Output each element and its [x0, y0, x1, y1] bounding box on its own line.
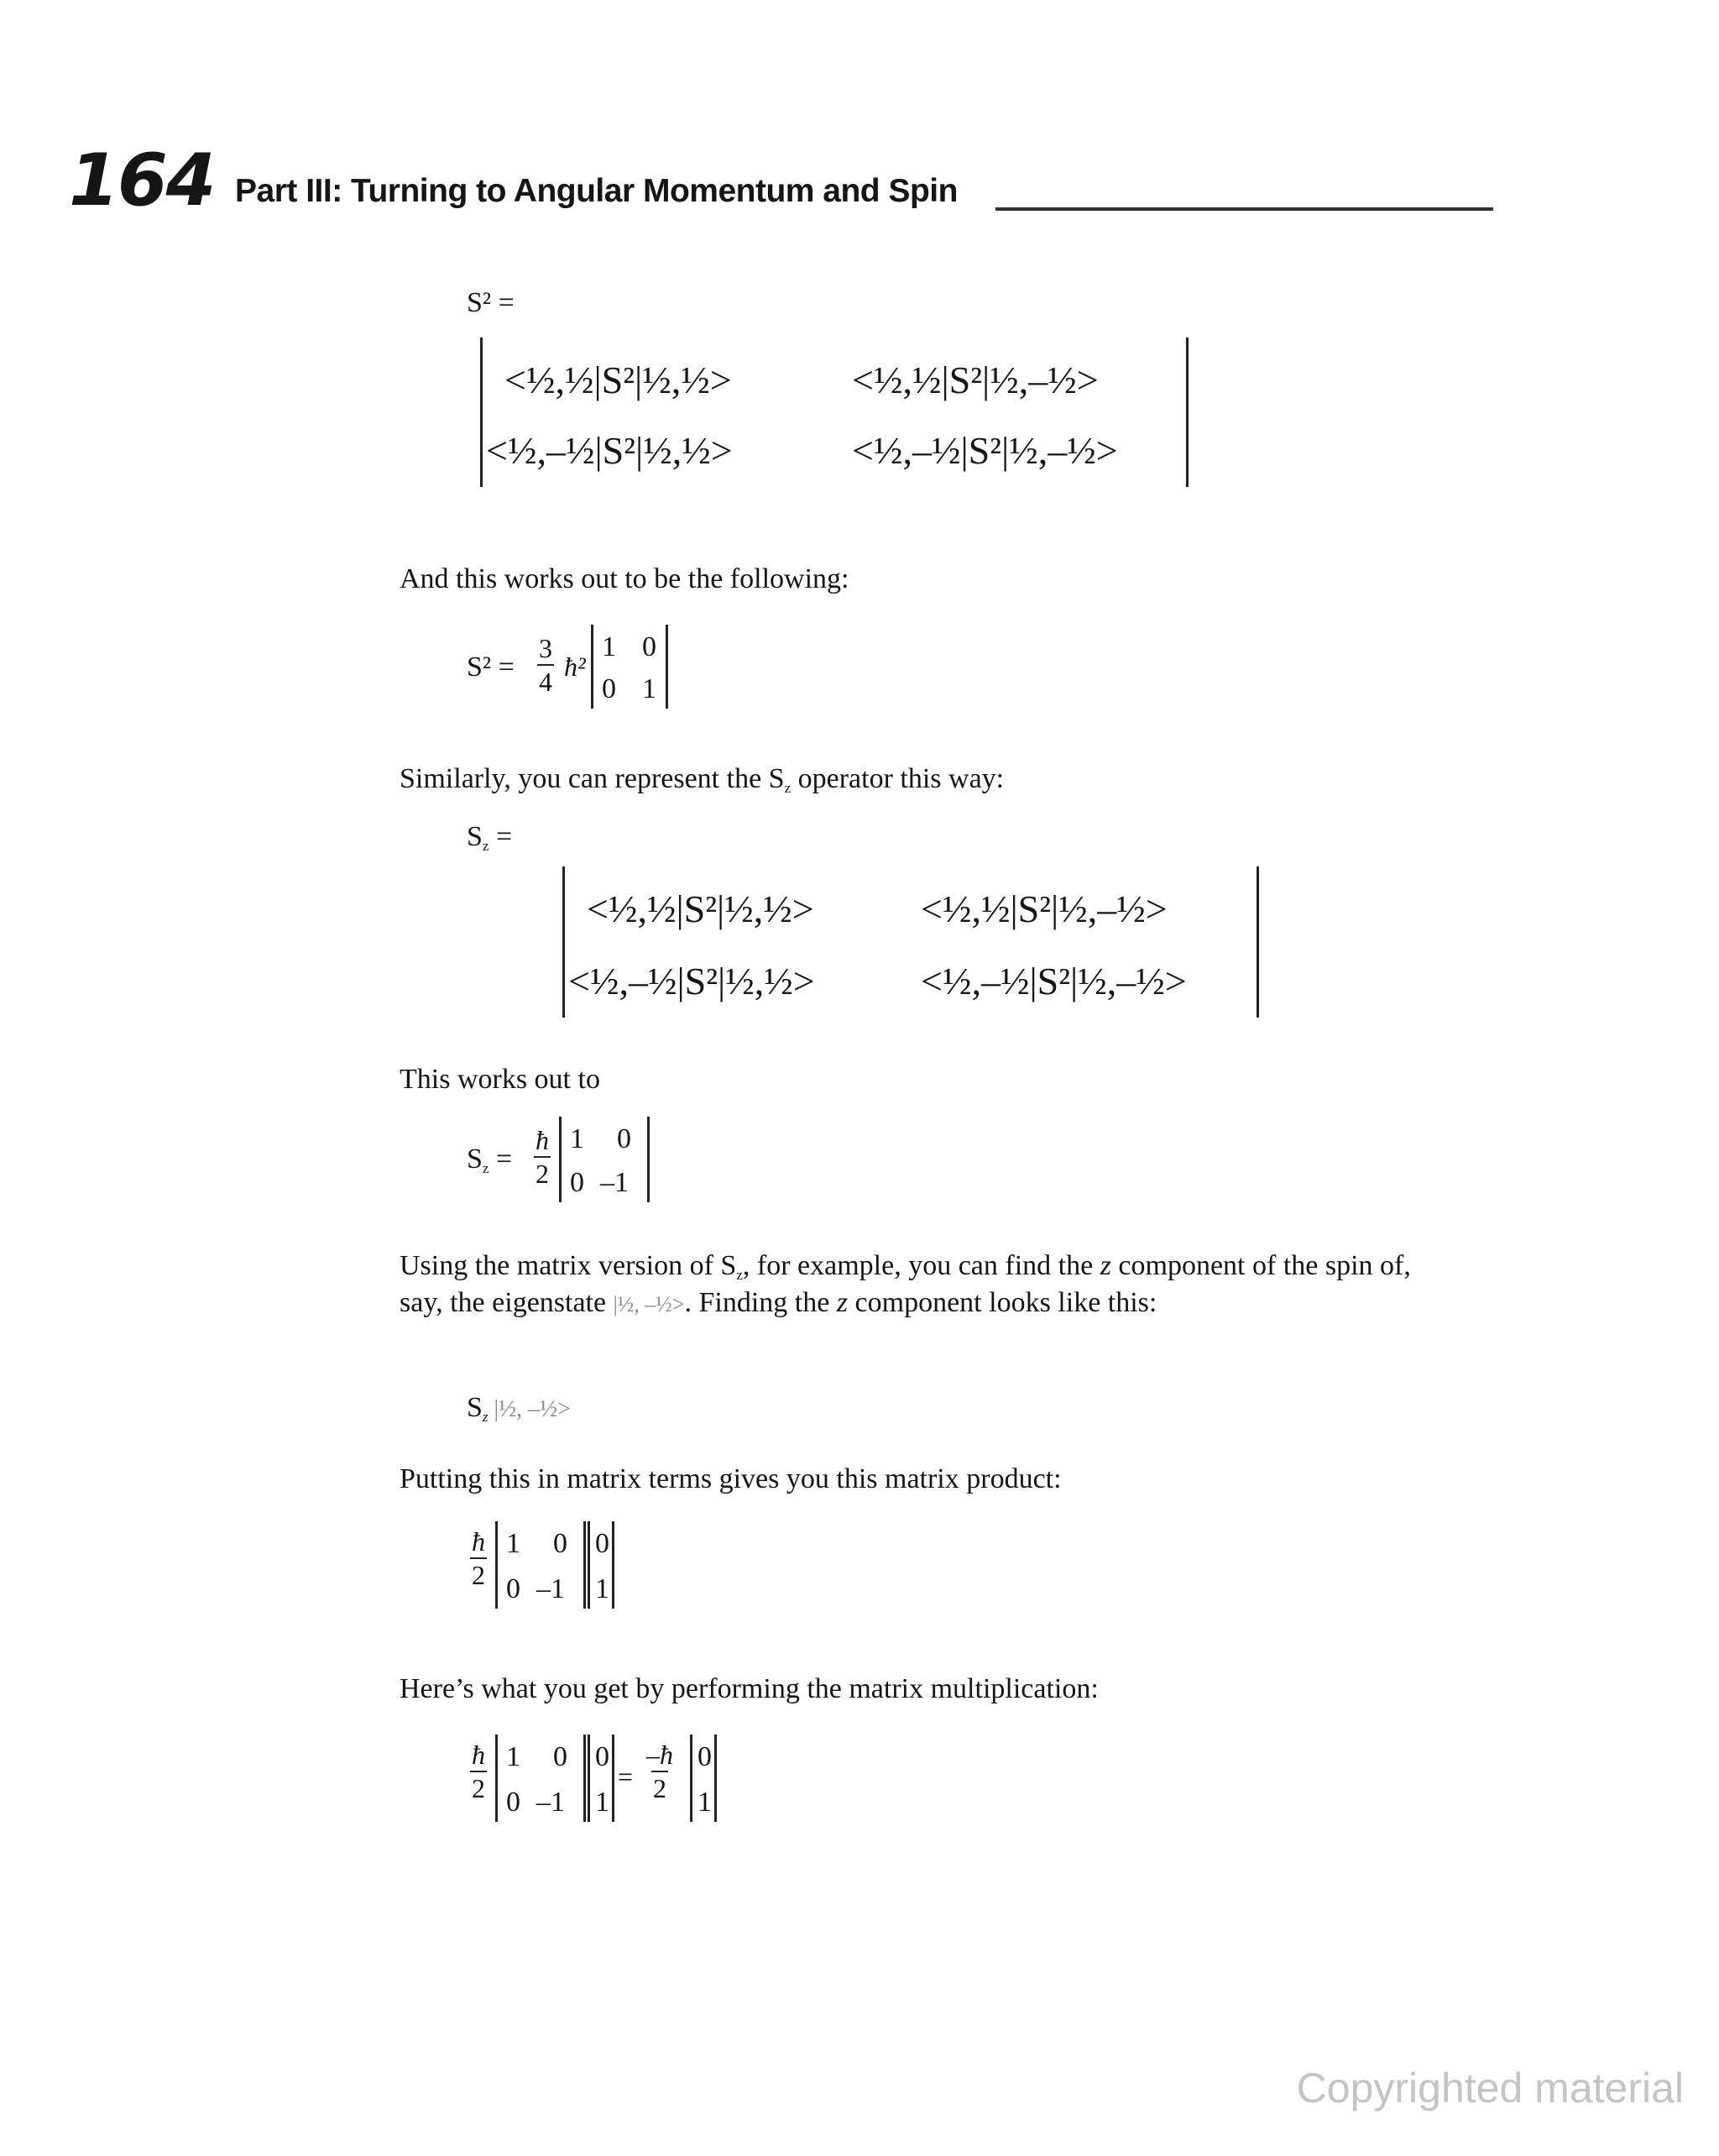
lhs-op: S [467, 1143, 483, 1175]
coef-numerator: ħ [472, 1740, 485, 1770]
eq-result-vector [588, 1735, 614, 1822]
m-12: 0 [642, 631, 656, 662]
coef-denominator: 2 [470, 1771, 487, 1802]
v-2: 1 [595, 1573, 609, 1604]
eq-result-equals: = [618, 1761, 634, 1792]
eq-sz-result-coef [530, 1127, 554, 1187]
eq-s2-def-cell-21: <½,–½|S²|½,½> [486, 429, 733, 472]
p4-z2: z [836, 1287, 849, 1318]
op-sub: z [482, 1408, 489, 1425]
eq-s2-result-coef [534, 635, 557, 695]
paragraph-2-after: operator this way: [791, 763, 1005, 794]
coef-denominator: 4 [537, 664, 554, 695]
m-11: 1 [506, 1741, 520, 1772]
coef-numerator: 3 [539, 633, 552, 663]
eq-sz-def-cell-12: <½,½|S²|½,–½> [921, 887, 1168, 930]
running-head: Part III: Turning to Angular Momentum and Spin [235, 173, 958, 209]
eq-result-coef [467, 1741, 490, 1802]
eq-sz-def-cell-11: <½,½|S²|½,½> [587, 887, 814, 930]
eq-sz-result-lhs [467, 1145, 512, 1174]
eq-sz-def-cell-22: <½,–½|S²|½,–½> [921, 960, 1187, 1002]
paragraph-1: And this works out to be the following: [400, 563, 849, 594]
eq-product-matrix [495, 1521, 586, 1609]
eq-s2-def-cell-12: <½,½|S²|½,–½> [852, 358, 1099, 401]
eq-sz-def-cell-21: <½,–½|S²|½,½> [568, 960, 815, 1002]
lhs-eq: = [489, 1143, 513, 1175]
paragraph-2 [400, 761, 1449, 798]
coef-denominator: 2 [534, 1156, 551, 1187]
m-12: 0 [617, 1123, 631, 1154]
v-2: 1 [595, 1787, 609, 1818]
m-22: –1 [536, 1787, 565, 1818]
eq-sz-def-matrix [562, 866, 1259, 1018]
lhs-sub: z [482, 837, 489, 854]
coef-numerator: ħ [472, 1526, 485, 1557]
paragraph-3: This works out to [400, 1064, 600, 1095]
m-21: 0 [506, 1787, 520, 1818]
paragraph-4 [400, 1248, 1449, 1323]
lhs-eq: = [489, 821, 513, 852]
p4-part3: component of the spin of, say, the eigenstate [400, 1250, 1411, 1318]
rv-2: 1 [698, 1787, 712, 1818]
eq-s2-def-cell-11: <½,½|S²|½,½> [504, 358, 732, 401]
rv-1: 0 [698, 1741, 712, 1772]
p4-sub: z [736, 1266, 743, 1283]
eq-sz-ket [467, 1392, 571, 1425]
rhs-denominator: 2 [651, 1771, 668, 1802]
eq-s2-result-matrix [591, 625, 668, 709]
p4-part4: . Finding the [684, 1287, 837, 1318]
v-1: 0 [595, 1528, 609, 1559]
m-11: 1 [506, 1528, 520, 1559]
eq-result-rhs-vector [690, 1735, 717, 1822]
p4-ket: |½, –½> [613, 1292, 685, 1316]
header-rule [995, 207, 1493, 211]
m-21: 0 [506, 1573, 520, 1604]
m-11: 1 [570, 1123, 584, 1154]
eq-product-vector [588, 1521, 614, 1609]
paragraph-5: Putting this in matrix terms gives you this matrix product: [400, 1463, 1062, 1494]
coef-denominator: 2 [470, 1557, 487, 1588]
eq-sz-def-lhs [467, 821, 513, 854]
eq-result-rhs-coef [641, 1741, 678, 1802]
p4-z1: z [1100, 1250, 1111, 1281]
m-22: 1 [642, 673, 656, 704]
coef-numerator: ħ [536, 1125, 549, 1155]
op: S [467, 1392, 483, 1423]
paragraph-6: Here’s what you get by performing the matrix multiplication: [400, 1673, 1099, 1704]
eq-product-coef [467, 1528, 490, 1588]
paragraph-2-sub: z [784, 779, 792, 796]
m-12: 0 [553, 1741, 567, 1772]
p4-part1: Using the matrix version of S [400, 1250, 737, 1281]
paragraph-2-before: Similarly, you can represent the S [400, 763, 785, 794]
eq-s2-def-matrix [480, 338, 1189, 487]
m-22: –1 [536, 1573, 565, 1604]
lhs-sub: z [482, 1159, 489, 1176]
eq-s2-def-lhs: S² = [467, 287, 515, 318]
m-11: 1 [602, 631, 616, 662]
m-21: 0 [602, 673, 616, 704]
page-number: 164 [69, 139, 215, 222]
m-22: –1 [600, 1167, 629, 1198]
ket: |½, –½> [488, 1396, 571, 1422]
eq-s2-result-hbar: ħ² [564, 652, 586, 682]
eq-s2-result-lhs: S² = [467, 652, 515, 683]
m-21: 0 [570, 1167, 584, 1198]
eq-sz-result-matrix [559, 1117, 650, 1202]
v-1: 0 [595, 1741, 609, 1772]
eq-s2-def-cell-22: <½,–½|S²|½,–½> [852, 429, 1118, 472]
p4-part2: , for example, you can find the [742, 1250, 1100, 1281]
p4-part5: component looks like this: [848, 1287, 1157, 1318]
watermark: Copyrighted material [1296, 2064, 1684, 2112]
m-12: 0 [553, 1528, 567, 1559]
rhs-numerator: –ħ [646, 1740, 673, 1770]
lhs-op: S [467, 821, 483, 852]
eq-result-matrix [495, 1735, 586, 1822]
